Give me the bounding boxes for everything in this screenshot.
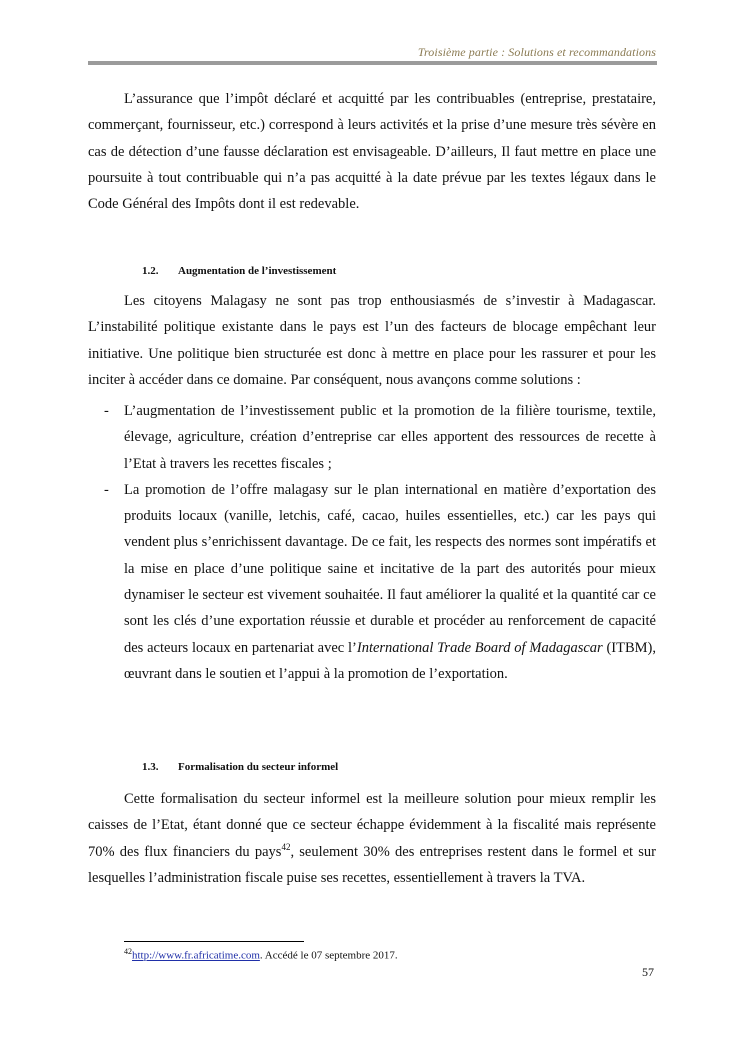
- paragraph-text-end: , seulement 30% des entreprises restent dans le formel et sur lesquelles l’administration fiscale puise ses recettes, essentiellement à travers la TVA.: [88, 843, 656, 886]
- footnote: [124, 947, 398, 962]
- bullet-dash: -: [104, 481, 109, 498]
- list-item: [88, 477, 656, 687]
- header-rule: [88, 61, 657, 65]
- footnote-reference[interactable]: 42: [281, 841, 291, 852]
- running-header: Troisième partie : Solutions et recommandations: [417, 45, 656, 59]
- footnote-text: . Accédé le 07 septembre 2017.: [259, 949, 398, 962]
- section-heading-1-3: [142, 761, 338, 773]
- page-number: 57: [642, 965, 654, 979]
- investment-paragraph: Les citoyens Malagasy ne sont pas trop enthousiasmés de s’investir à Madagascar. L’instabilité politique existante dans le pays est l’un des facteurs de blocage empêchant leur initiative. Une politique bien structurée est donc à mettre en place pour les rassurer et pour les inciter à accéder dans ce domaine. Par conséquent, nous avançons comme solutions :: [88, 293, 656, 388]
- footnote-link[interactable]: http://www.fr.africatime.com: [132, 949, 260, 962]
- solutions-list: [88, 398, 656, 687]
- intro-paragraph: L’assurance que l’impôt déclaré et acquitté par les contribuables (entreprise, prestataire, commerçant, fournisseur, etc.) correspond à leurs activités et la prise d’une mesure très sévère en cas de détection d’une fausse déclaration est envisageable. D’ailleurs, Il faut mettre en place une poursuite à tout contribuable qui n’a pas acquitté à la date prévue par les textes légaux dans le Code Général des Impôts dont il est redevable.: [88, 91, 656, 213]
- list-item: [88, 398, 656, 477]
- paragraph-text: Cette formalisation du secteur informel est la meilleure solution pour mieux remplir les caisses de l’Etat, étant donné que ce secteur échappe évidemment à la fiscalité mais représente 70% des flux financiers du pays: [88, 791, 656, 860]
- section-number: 1.2.: [142, 265, 159, 277]
- itbm-name: International Trade Board of Madagascar: [356, 639, 603, 656]
- section-heading-1-2: [142, 265, 336, 277]
- section-title: Formalisation du secteur informel: [178, 761, 339, 773]
- bullet-dash: -: [104, 403, 109, 419]
- informal-sector-paragraph: [88, 786, 656, 891]
- footnote-number: 42: [124, 947, 132, 956]
- section-title: Augmentation de l’investissement: [178, 265, 337, 277]
- list-item-text: La promotion de l’offre malagasy sur le plan international en matière d’exportation des produits locaux (vanille, letchis, café, cacao, huiles essentielles, etc.) car les pays qui vendent plus s’enrichissent davantage. De ce fait, les respects des normes sont impératifs et la mise en place d’une politique saine et incitative de la part des autorités pour mieux dynamiser le secteur est vivement souhaitée. Il faut améliorer la qualité et la quantité car ce sont les clés d’une exportation réussie et durable et procéder au renforcement de capacité des acteurs locaux en partenariat avec l’: [124, 481, 656, 656]
- list-item-text-end: (ITBM), œuvrant dans le soutien et l’appui à la promotion de l’exportation.: [124, 639, 656, 682]
- footnote-rule: [124, 941, 304, 942]
- section-number: 1.3.: [142, 761, 159, 773]
- list-item-text: L’augmentation de l’investissement public et la promotion de la filière tourisme, textile, élevage, agriculture, création d’entreprise car elles apportent des ressources de recette à l’Etat à travers les recettes fiscales ;: [124, 403, 656, 472]
